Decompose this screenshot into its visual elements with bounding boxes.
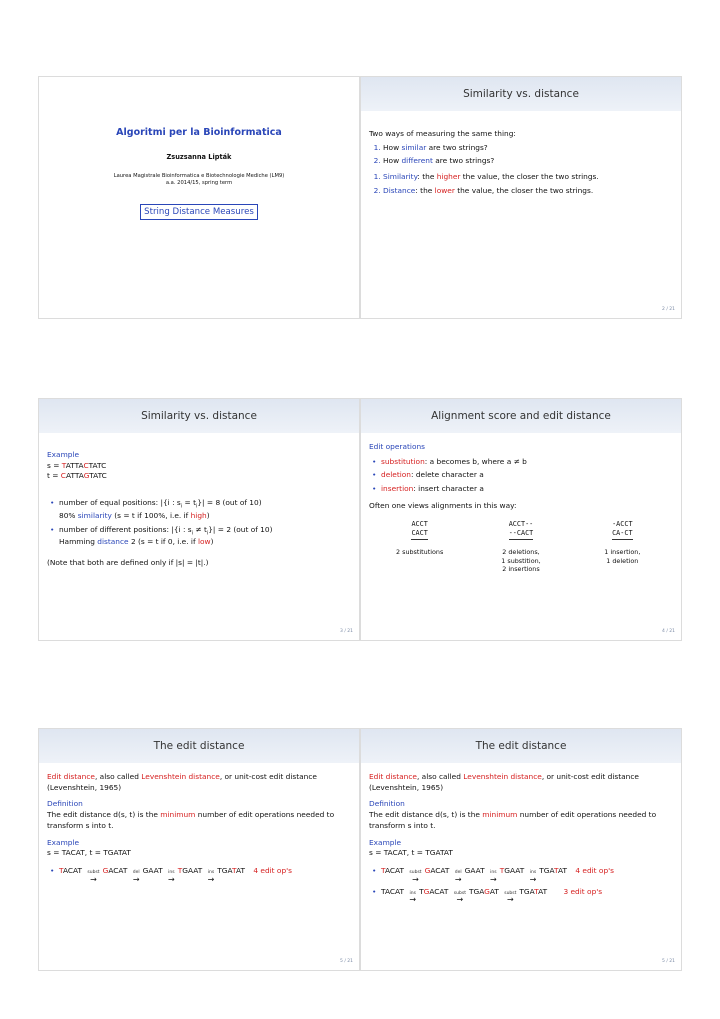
edit-count: 3 edit op's [563,886,603,896]
alignment-intro: Often one views alignments in this way: [369,500,517,510]
transform-list [369,866,673,904]
example-label: Example [369,837,402,847]
definition-text: The edit distance d(s, t) is the minimum number of edit operations needed to transform s into t. [369,810,657,830]
slide-5 [38,728,360,971]
transform-sequence: • TACAT ins → TGACAT subst → TGAGAT subst → TGATAT 3 edit op's [381,887,673,905]
similarity-bullet: • number of equal positions: |{i : $s_i = t_i\}| = 8$ (out of 10) 80% similarity (s = t if 100%, i.e. if high) [59,498,351,521]
slide-2 [360,76,682,319]
page-number: 2 / 21 [662,307,675,312]
page-number: 3 / 21 [340,629,353,634]
edit-op-item: • deletion: delete character a [381,470,673,481]
transform-list [47,866,351,884]
page-number: 4 / 21 [662,629,675,634]
slide-header: The edit distance [39,729,359,763]
alignment-example: ACCT-- --CACT 2 deletions, 1 substition, 2 insertions [501,519,541,574]
definitions-list [369,172,673,196]
slide-4 [360,398,682,641]
author: Zsuzsanna Lipták [166,153,232,161]
slide-1-title [38,76,360,319]
definition-text: The edit distance d(s, t) is the minimum number of edit operations needed to transform s into t. [47,810,335,830]
alignment-example: ACCT CACT 2 substitutions [396,519,444,557]
string-t: t = CATTAGTATC [47,471,107,481]
slide-header: Similarity vs. distance [39,399,359,433]
questions-list [369,143,673,167]
distance-bullet: • number of different positions: |{i : $s_i \ne t_i\}| = 2$ (out of 10) Hamming distance 2 (s = t if 0, i.e. if low) [59,525,351,548]
question-item: 1. How similar are two strings? [383,143,673,154]
alignment-examples [369,520,673,574]
example-label: Example [47,837,80,847]
intro-text: Two ways of measuring the same thing: [369,129,516,138]
program: Laurea Magistrale Bioinformatica e Biotechnologie Mediche (LM9) [113,173,285,179]
slide-6 [360,728,682,971]
definition-label: Definition [47,799,83,809]
definition-label: Definition [369,799,405,809]
edit-ops-title: Edit operations [369,442,425,451]
example-strings: s = TACAT, t = TGATAT [369,848,453,858]
page-number: 5 / 21 [662,959,675,964]
topic-box: String Distance Measures [140,204,258,220]
edit-count: 4 edit op's [253,866,293,876]
transform-sequence: • TACAT subst → GACAT del → GAAT ins → TGAAT ins → TGATAT 4 edit op's [381,866,673,884]
alignment-example: -ACCT CA-CT 1 insertion, 1 deletion [604,519,641,565]
example-label: Example [47,450,80,459]
edit-count: 4 edit op's [575,866,615,876]
measures-list [47,498,351,548]
slide-3 [38,398,360,641]
example-strings: s = TACAT, t = TGATAT [47,848,131,858]
edit-ops-list [369,457,673,495]
string-s: s = TATTACTATC [47,460,107,470]
slide-header: The edit distance [361,729,681,763]
term: a.a. 2014/15, spring term [165,180,233,186]
question-item: 2. How different are two strings? [383,156,673,167]
definition-item: 2. Distance: the lower the value, the closer the two strings. [383,186,673,197]
slide-header: Alignment score and edit distance [361,399,681,433]
edit-distance-intro: Edit distance, also called Levenshtein distance, or unit-cost edit distance (Levenshtein, 1965) [369,772,639,792]
note-text: (Note that both are defined only if |s| = |t|.) [47,558,209,568]
slide-header: Similarity vs. distance [361,77,681,111]
lecture-title: Algoritmi per la Bioinformatica [116,127,282,138]
edit-op-item: • substitution: a becomes b, where a ≠ b [381,457,673,468]
definition-item: 1. Similarity: the higher the value, the closer the two strings. [383,172,673,183]
edit-distance-intro: Edit distance, also called Levenshtein distance, or unit-cost edit distance (Levenshtein, 1965) [47,772,317,792]
edit-op-item: • insertion: insert character a [381,484,673,495]
transform-sequence: • TACAT subst → GACAT del → GAAT ins → TGAAT ins → TGATAT 4 edit op's [59,866,351,884]
page-number: 5 / 21 [340,959,353,964]
